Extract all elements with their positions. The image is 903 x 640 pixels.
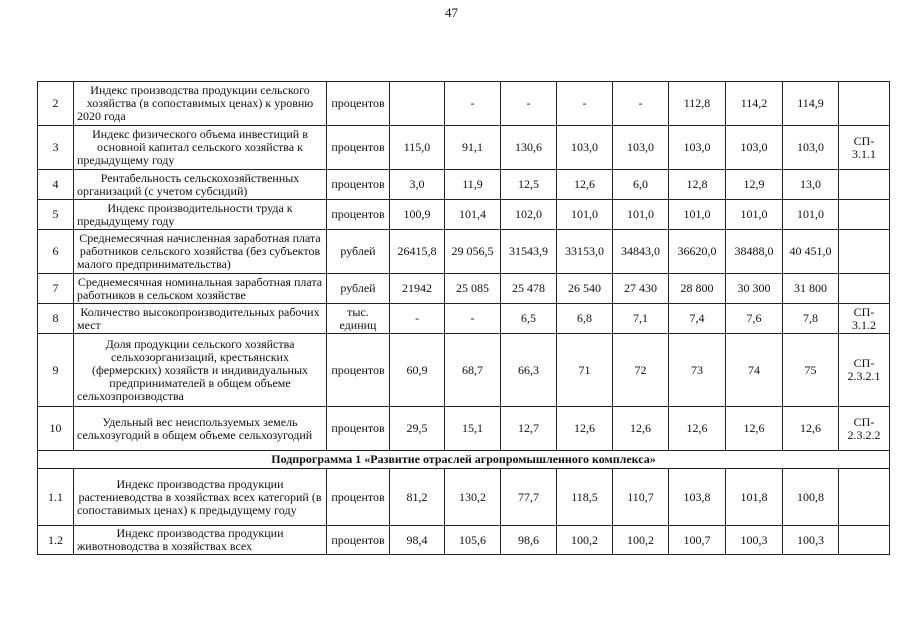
- value-cell: -: [390, 304, 445, 334]
- value-cell: 72: [613, 334, 669, 407]
- value-cell: 73: [669, 334, 726, 407]
- value-cell: 12,6: [613, 407, 669, 451]
- table-row: [38, 526, 890, 555]
- value-cell: 31 800: [783, 274, 839, 304]
- code-cell: [839, 170, 890, 200]
- table-row: [38, 469, 890, 526]
- value-cell: 66,3: [501, 334, 557, 407]
- page-number: 47: [445, 5, 458, 20]
- row-number: 8: [38, 304, 74, 334]
- value-cell: 101,4: [445, 200, 501, 230]
- value-cell: 15,1: [445, 407, 501, 451]
- value-cell: 103,0: [557, 126, 613, 170]
- unit-cell: процентов: [327, 407, 390, 451]
- value-cell: 130,2: [445, 469, 501, 526]
- indicator-name: Рентабельность сельскохозяйственных организаций (с учетом субсидий): [74, 170, 327, 200]
- table-body-subprogram: [38, 469, 890, 555]
- row-number: 10: [38, 407, 74, 451]
- value-cell: 112,8: [669, 82, 726, 126]
- value-cell: 12,5: [501, 170, 557, 200]
- value-cell: 12,7: [501, 407, 557, 451]
- value-cell: 34843,0: [613, 230, 669, 274]
- value-cell: 26415,8: [390, 230, 445, 274]
- code-cell: [839, 469, 890, 526]
- value-cell: 101,0: [783, 200, 839, 230]
- value-cell: 98,4: [390, 526, 445, 555]
- value-cell: 25 478: [501, 274, 557, 304]
- value-cell: 6,0: [613, 170, 669, 200]
- table-row: [38, 407, 890, 451]
- indicators-table: [37, 81, 890, 555]
- value-cell: 101,0: [613, 200, 669, 230]
- value-cell: 100,2: [557, 526, 613, 555]
- value-cell: 28 800: [669, 274, 726, 304]
- unit-cell: процентов: [327, 469, 390, 526]
- unit-cell: процентов: [327, 334, 390, 407]
- row-number: 5: [38, 200, 74, 230]
- value-cell: 29,5: [390, 407, 445, 451]
- value-cell: 27 430: [613, 274, 669, 304]
- code-cell: СП- 3.1.1: [839, 126, 890, 170]
- unit-cell: процентов: [327, 170, 390, 200]
- code-cell: [839, 200, 890, 230]
- value-cell: 25 085: [445, 274, 501, 304]
- value-cell: 103,0: [613, 126, 669, 170]
- unit-cell: рублей: [327, 230, 390, 274]
- unit-cell: процентов: [327, 126, 390, 170]
- subprogram-title: Подпрограмма 1 «Развитие отраслей агропромышленного комплекса»: [38, 451, 890, 469]
- value-cell: 26 540: [557, 274, 613, 304]
- value-cell: 13,0: [783, 170, 839, 200]
- value-cell: 3,0: [390, 170, 445, 200]
- value-cell: 118,5: [557, 469, 613, 526]
- value-cell: 102,0: [501, 200, 557, 230]
- value-cell: 103,0: [783, 126, 839, 170]
- value-cell: 7,8: [783, 304, 839, 334]
- table-row: [38, 82, 890, 126]
- value-cell: -: [445, 304, 501, 334]
- value-cell: 12,6: [669, 407, 726, 451]
- code-cell: СП- 3.1.2: [839, 304, 890, 334]
- value-cell: 31543,9: [501, 230, 557, 274]
- table-row: [38, 126, 890, 170]
- value-cell: [390, 82, 445, 126]
- indicator-name: Индекс производительности труда к предыдущему году: [74, 200, 327, 230]
- value-cell: 103,8: [669, 469, 726, 526]
- indicator-name: Доля продукции сельского хозяйства сельхозорганизаций, крестьянских (фермерских) хозяйств и индивидуальных предпринимателей в общем объеме сельхозпроизводства: [74, 334, 327, 407]
- value-cell: 100,9: [390, 200, 445, 230]
- value-cell: 115,0: [390, 126, 445, 170]
- value-cell: 100,3: [726, 526, 783, 555]
- table-row: [38, 304, 890, 334]
- indicator-name: Индекс производства продукции животноводства в хозяйствах всех: [74, 526, 327, 555]
- value-cell: 7,1: [613, 304, 669, 334]
- value-cell: 75: [783, 334, 839, 407]
- indicator-name: Индекс производства продукции сельского хозяйства (в сопоставимых ценах) к уровню 2020 года: [74, 82, 327, 126]
- unit-cell: процентов: [327, 82, 390, 126]
- subprogram-header-row: [38, 451, 890, 469]
- value-cell: -: [557, 82, 613, 126]
- value-cell: 101,0: [557, 200, 613, 230]
- value-cell: 81,2: [390, 469, 445, 526]
- row-number: 9: [38, 334, 74, 407]
- row-number: 1.1: [38, 469, 74, 526]
- unit-cell: процентов: [327, 526, 390, 555]
- indicator-name: Среднемесячная номинальная заработная плата работников в сельском хозяйстве: [74, 274, 327, 304]
- value-cell: 38488,0: [726, 230, 783, 274]
- indicator-name: Индекс физического объема инвестиций в основной капитал сельского хозяйства к предыдущему году: [74, 126, 327, 170]
- code-cell: [839, 82, 890, 126]
- value-cell: 101,0: [669, 200, 726, 230]
- value-cell: 77,7: [501, 469, 557, 526]
- table-row: [38, 230, 890, 274]
- value-cell: 12,9: [726, 170, 783, 200]
- indicator-name: Количество высокопроизводительных рабочих мест: [74, 304, 327, 334]
- value-cell: 100,8: [783, 469, 839, 526]
- unit-cell: рублей: [327, 274, 390, 304]
- code-cell: [839, 230, 890, 274]
- indicator-name: Среднемесячная начисленная заработная плата работников сельского хозяйства (без субъектов малого предпринимательства): [74, 230, 327, 274]
- value-cell: 6,5: [501, 304, 557, 334]
- row-number: 1.2: [38, 526, 74, 555]
- value-cell: 114,2: [726, 82, 783, 126]
- table-body-main: [38, 82, 890, 451]
- value-cell: -: [501, 82, 557, 126]
- table-row: [38, 200, 890, 230]
- indicator-name: Удельный вес неиспользуемых земель сельхозугодий в общем объеме сельхозугодий: [74, 407, 327, 451]
- indicator-name: Индекс производства продукции растениеводства в хозяйствах всех категорий (в сопоставимых ценах) к предыдущему году: [74, 469, 327, 526]
- value-cell: 100,3: [783, 526, 839, 555]
- value-cell: -: [613, 82, 669, 126]
- value-cell: 74: [726, 334, 783, 407]
- value-cell: 71: [557, 334, 613, 407]
- value-cell: 12,6: [726, 407, 783, 451]
- row-number: 6: [38, 230, 74, 274]
- value-cell: 130,6: [501, 126, 557, 170]
- value-cell: 12,6: [557, 170, 613, 200]
- value-cell: 101,8: [726, 469, 783, 526]
- value-cell: 91,1: [445, 126, 501, 170]
- value-cell: 103,0: [726, 126, 783, 170]
- code-cell: [839, 274, 890, 304]
- code-cell: СП- 2.3.2.1: [839, 334, 890, 407]
- value-cell: 101,0: [726, 200, 783, 230]
- value-cell: 12,6: [783, 407, 839, 451]
- row-number: 3: [38, 126, 74, 170]
- row-number: 4: [38, 170, 74, 200]
- table-row: [38, 170, 890, 200]
- value-cell: 110,7: [613, 469, 669, 526]
- value-cell: -: [445, 82, 501, 126]
- value-cell: 103,0: [669, 126, 726, 170]
- value-cell: 36620,0: [669, 230, 726, 274]
- value-cell: 7,4: [669, 304, 726, 334]
- value-cell: 30 300: [726, 274, 783, 304]
- value-cell: 33153,0: [557, 230, 613, 274]
- table-row: [38, 334, 890, 407]
- value-cell: 29 056,5: [445, 230, 501, 274]
- value-cell: 68,7: [445, 334, 501, 407]
- value-cell: 11,9: [445, 170, 501, 200]
- value-cell: 100,7: [669, 526, 726, 555]
- value-cell: 100,2: [613, 526, 669, 555]
- value-cell: 114,9: [783, 82, 839, 126]
- value-cell: 7,6: [726, 304, 783, 334]
- code-cell: СП- 2.3.2.2: [839, 407, 890, 451]
- value-cell: 40 451,0: [783, 230, 839, 274]
- table-row: [38, 274, 890, 304]
- value-cell: 21942: [390, 274, 445, 304]
- value-cell: 12,6: [557, 407, 613, 451]
- value-cell: 12,8: [669, 170, 726, 200]
- unit-cell: процентов: [327, 200, 390, 230]
- value-cell: 6,8: [557, 304, 613, 334]
- code-cell: [839, 526, 890, 555]
- value-cell: 105,6: [445, 526, 501, 555]
- row-number: 2: [38, 82, 74, 126]
- row-number: 7: [38, 274, 74, 304]
- value-cell: 98,6: [501, 526, 557, 555]
- unit-cell: тыс. единиц: [327, 304, 390, 334]
- value-cell: 60,9: [390, 334, 445, 407]
